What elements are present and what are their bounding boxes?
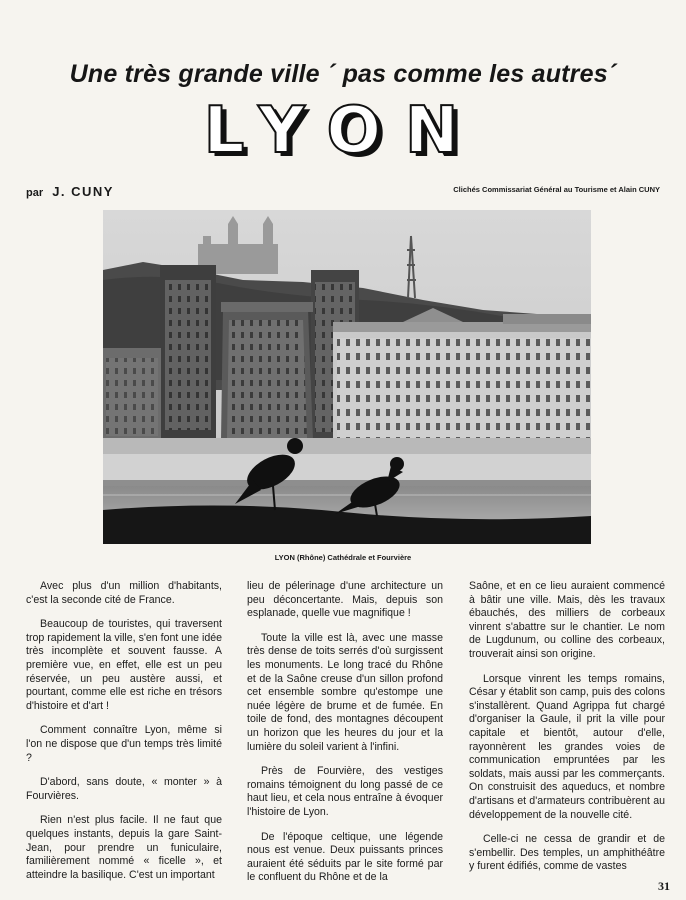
article-kicker: Une très grande ville ´ pas comme les autres´ bbox=[69, 60, 617, 88]
lyon-photo-illustration bbox=[103, 210, 591, 544]
author-name: J. CUNY bbox=[52, 184, 114, 199]
article-title: LYON bbox=[203, 94, 483, 168]
photo-credits: Clichés Commissariat Général au Tourisme et Alain CUNY bbox=[453, 185, 660, 194]
paragraph: De l'époque celtique, une légende nous est venue. Deux puissants princes auraient été séduits par le site formé par le confluent du Rhône et de la bbox=[247, 830, 443, 884]
byline-prefix: par bbox=[26, 187, 44, 199]
byline bbox=[26, 184, 114, 199]
paragraph-continuation: Saône, et en ce lieu auraient commencé à bâtir une ville. Mais, dès les travaux ébauchés, des milliers de corbeaux vinrent s'abattre sur le chantier. Le nom de Lugdunum, ou colline des corbeaux, trouverait ainsi son origine. bbox=[469, 580, 665, 660]
paragraph: Toute la ville est là, avec une masse très dense de toits serrés d'où surgissent les monuments. Le long tracé du Rhône et de la Saône creuse d'un sillon profond cet ensemble sombre qu'estompe une nuée légère de brume et de fumée. En toile de fond, des montagnes découpent un horizon que les heures du jour et la lumière du soleil varient à l'infini. bbox=[247, 631, 443, 753]
paragraph: Lorsque vinrent les temps romains, César y établit son camp, puis des colons s'installèrent. Quand Agrippa fut chargé d'organiser la Gaule, il prit la ville pour capitale et bientôt, autour d'elle, rayonnèrent les grandes voies de communication empruntées par les soldats, mais aussi par les commerçants. On construisit des aqueducs, et nombre d'artisans et d'armateurs contribuèrent au développement de la nouvelle cité. bbox=[469, 672, 665, 821]
lyon-photo bbox=[103, 210, 591, 544]
paragraph-continuation: lieu de pélerinage d'une architecture un peu déconcertante. Mais, depuis son esplanade, quelle vue magnifique ! bbox=[247, 580, 443, 620]
paragraph: Avec plus d'un million d'habitants, c'est la seconde cité de France. bbox=[26, 580, 222, 606]
paragraph: Comment connaître Lyon, même si l'on ne dispose que d'un temps très limité ? bbox=[26, 724, 222, 764]
paragraph: Rien n'est plus facile. Il ne faut que quelques instants, depuis la gare Saint-Jean, pour prendre un funiculaire, familièrement nommé « ficelle », et atteindre la basilique. C'est un important bbox=[26, 814, 222, 881]
paragraph: Celle-ci ne cessa de grandir et de s'embellir. Des temples, un amphithéâtre y furent édifiés, comme de vastes bbox=[469, 833, 665, 873]
text-column-2 bbox=[247, 580, 443, 896]
paragraph: Près de Fourvière, des vestiges romains témoignent du long passé de ce haut lieu, et cela nous entraîne à évoquer l'histoire de Lyon. bbox=[247, 765, 443, 818]
paragraph: Beaucoup de touristes, qui traversent trop rapidement la ville, s'en font une idée très incomplète et souvent fausse. A première vue, en effet, elle est un peu réservée, un peu austère aussi, et pourtant, comme elle est riche en trésors d'histoire et d'art ! bbox=[26, 618, 222, 712]
paragraph: D'abord, sans doute, « monter » à Fourvières. bbox=[26, 776, 222, 802]
text-column-3 bbox=[469, 580, 665, 885]
photo-caption: LYON (Rhône) Cathédrale et Fourvière bbox=[274, 553, 412, 562]
text-column-1 bbox=[26, 580, 222, 893]
page-number: 31 bbox=[658, 879, 670, 893]
